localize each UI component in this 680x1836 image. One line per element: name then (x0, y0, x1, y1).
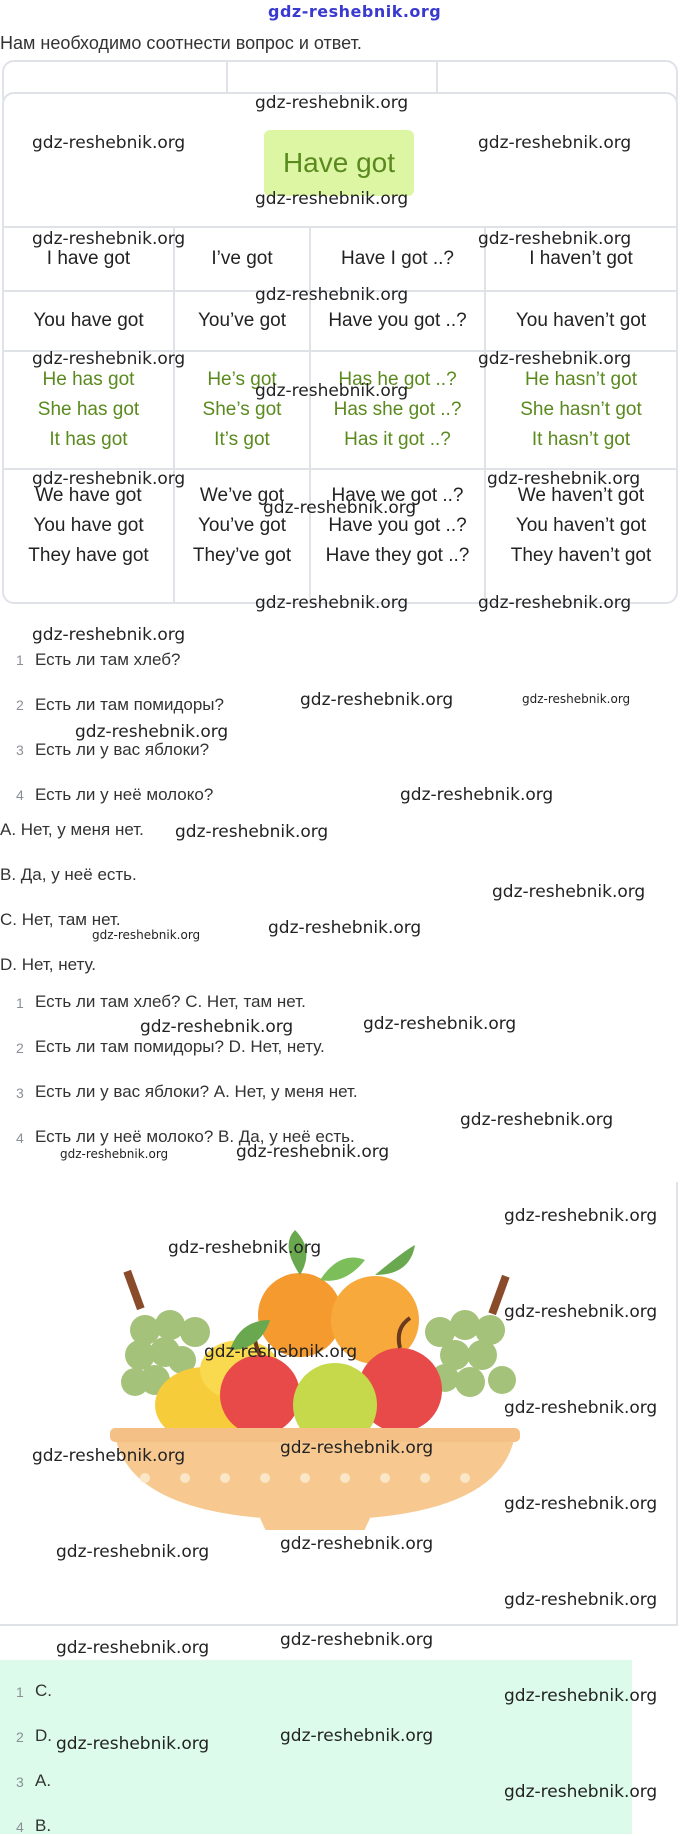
answer-option: B. Да, у неё есть. (0, 865, 137, 884)
watermark: gdz-reshebnik.org (487, 469, 641, 489)
watermark: gdz-reshebnik.org (255, 381, 409, 401)
question-text: Есть ли у неё молоко? (35, 785, 214, 804)
answer-text: D. (35, 1726, 52, 1745)
cell-text: Have I got ..? (340, 248, 454, 269)
question-number: 1 (16, 652, 24, 668)
cell-text: I’ve got (211, 248, 273, 269)
table-cell (4, 292, 173, 350)
table-cell (486, 362, 676, 458)
match-number: 2 (16, 1040, 24, 1056)
answer-number: 1 (16, 1684, 24, 1700)
watermark: gdz-reshebnik.org (255, 593, 409, 613)
watermark: gdz-reshebnik.org (280, 1726, 434, 1746)
watermark: gdz-reshebnik.org (75, 722, 229, 742)
watermark-top: gdz-reshebnik.org (268, 2, 442, 21)
match-text: Есть ли у неё молоко? B. Да, у неё есть. (35, 1127, 355, 1146)
watermark: gdz-reshebnik.org (32, 625, 186, 645)
question-number: 2 (16, 697, 24, 713)
watermark: gdz-reshebnik.org (280, 1534, 434, 1554)
answer-option: C. Нет, там нет. (0, 910, 121, 929)
cell-text: They haven’t got (510, 545, 652, 566)
match-text: Есть ли там хлеб? C. Нет, там нет. (35, 992, 306, 1011)
watermark: gdz-reshebnik.org (504, 1782, 658, 1802)
watermark: gdz-reshebnik.org (504, 1302, 658, 1322)
cell-text: Has he got ..? (338, 369, 457, 390)
watermark: gdz-reshebnik.org (255, 189, 409, 209)
watermark: gdz-reshebnik.org (478, 133, 632, 153)
cell-text: We have got (35, 485, 142, 506)
cell-text: He hasn’t got (525, 369, 637, 390)
cell-text: Have you got ..? (328, 515, 467, 536)
table-cell (4, 478, 173, 574)
cell-text: You haven’t got (515, 515, 647, 536)
watermark: gdz-reshebnik.org (280, 1630, 434, 1650)
cell-text: He’s got (207, 369, 277, 390)
cell-text: You have got (33, 310, 144, 331)
cell-text: They have got (28, 545, 149, 566)
answer-text: A. (35, 1771, 52, 1790)
fruit-bowl-icon (110, 1220, 520, 1530)
table-cell (175, 478, 309, 574)
watermark: gdz-reshebnik.org (92, 928, 201, 942)
answer-number: 2 (16, 1729, 24, 1745)
answer-option: D. Нет, нету. (0, 955, 97, 974)
watermark: gdz-reshebnik.org (32, 229, 186, 249)
cell-text: Have you got ..? (328, 310, 467, 331)
cell-text: They’ve got (192, 545, 292, 566)
cell-text: You haven’t got (515, 310, 647, 331)
question-text: Есть ли там помидоры? (35, 695, 224, 714)
answer-text: B. (35, 1816, 52, 1835)
watermark: gdz-reshebnik.org (168, 1238, 322, 1258)
watermark: gdz-reshebnik.org (32, 469, 186, 489)
watermark: gdz-reshebnik.org (492, 882, 646, 902)
watermark: gdz-reshebnik.org (504, 1398, 658, 1418)
watermark: gdz-reshebnik.org (56, 1542, 210, 1562)
cell-text: It has got (49, 429, 128, 450)
watermark: gdz-reshebnik.org (263, 498, 417, 518)
watermark: gdz-reshebnik.org (32, 133, 186, 153)
watermark: gdz-reshebnik.org (56, 1734, 210, 1754)
cell-text: I haven’t got (529, 248, 633, 269)
watermark: gdz-reshebnik.org (478, 593, 632, 613)
watermark: gdz-reshebnik.org (504, 1590, 658, 1610)
watermark: gdz-reshebnik.org (268, 918, 422, 938)
match-number: 1 (16, 995, 24, 1011)
watermark: gdz-reshebnik.org (280, 1438, 434, 1458)
table-cell (175, 362, 309, 458)
table-cell (486, 478, 676, 574)
intro-text: Нам необходимо соотнести вопрос и ответ. (0, 33, 362, 53)
question-number: 3 (16, 742, 24, 758)
watermark: gdz-reshebnik.org (32, 1446, 186, 1466)
watermark: gdz-reshebnik.org (504, 1686, 658, 1706)
answer-number: 4 (16, 1819, 24, 1835)
cell-text: You’ve got (197, 515, 287, 536)
table-cell (311, 362, 484, 458)
answer-number: 3 (16, 1774, 24, 1790)
question-text: Есть ли там хлеб? (35, 650, 181, 669)
question-number: 4 (16, 787, 24, 803)
answer-text: C. (35, 1681, 52, 1700)
watermark: gdz-reshebnik.org (400, 785, 554, 805)
watermark: gdz-reshebnik.org (522, 692, 631, 706)
table-cell (4, 362, 173, 458)
watermark: gdz-reshebnik.org (363, 1014, 517, 1034)
watermark: gdz-reshebnik.org (56, 1638, 210, 1658)
watermark: gdz-reshebnik.org (478, 349, 632, 369)
match-text: Есть ли у вас яблоки? A. Нет, у меня нет. (35, 1082, 358, 1101)
cell-text: She hasn’t got (520, 399, 642, 420)
table-cell (311, 228, 484, 290)
cell-text: We’ve got (199, 485, 285, 506)
cell-text: You’ve got (197, 310, 287, 331)
cell-text: Have they got ..? (325, 545, 470, 566)
watermark: gdz-reshebnik.org (504, 1206, 658, 1226)
watermark: gdz-reshebnik.org (60, 1147, 169, 1161)
watermark: gdz-reshebnik.org (460, 1110, 614, 1130)
watermark: gdz-reshebnik.org (175, 822, 329, 842)
watermark: gdz-reshebnik.org (255, 285, 409, 305)
question-text: Есть ли у вас яблоки? (35, 740, 210, 759)
watermark: gdz-reshebnik.org (32, 349, 186, 369)
have-got-badge: Have got (264, 130, 414, 196)
watermark: gdz-reshebnik.org (204, 1342, 358, 1362)
watermark: gdz-reshebnik.org (300, 690, 454, 710)
cell-text: Has it got ..? (344, 429, 451, 450)
watermark: gdz-reshebnik.org (255, 93, 409, 113)
cell-text: She has got (37, 399, 140, 420)
cell-text: It’s got (214, 429, 270, 450)
watermark: gdz-reshebnik.org (478, 229, 632, 249)
answer-option: A. Нет, у меня нет. (0, 820, 144, 839)
match-number: 4 (16, 1130, 24, 1146)
table-cell (311, 478, 484, 574)
cell-text: He has got (42, 369, 135, 390)
watermark: gdz-reshebnik.org (504, 1494, 658, 1514)
table-cell (175, 228, 309, 290)
watermark: gdz-reshebnik.org (140, 1017, 294, 1037)
cell-text: She’s got (202, 399, 282, 420)
cell-text: Has she got ..? (333, 399, 462, 420)
table-cell (486, 292, 676, 350)
cell-text: We haven’t got (517, 485, 645, 506)
match-text: Есть ли там помидоры? D. Нет, нету. (35, 1037, 325, 1056)
match-number: 3 (16, 1085, 24, 1101)
cell-text: I have got (46, 248, 131, 269)
cell-text: Have we got ..? (331, 485, 464, 506)
cell-text: You have got (33, 515, 144, 536)
watermark: gdz-reshebnik.org (236, 1142, 390, 1162)
cell-text: It hasn’t got (531, 429, 631, 450)
